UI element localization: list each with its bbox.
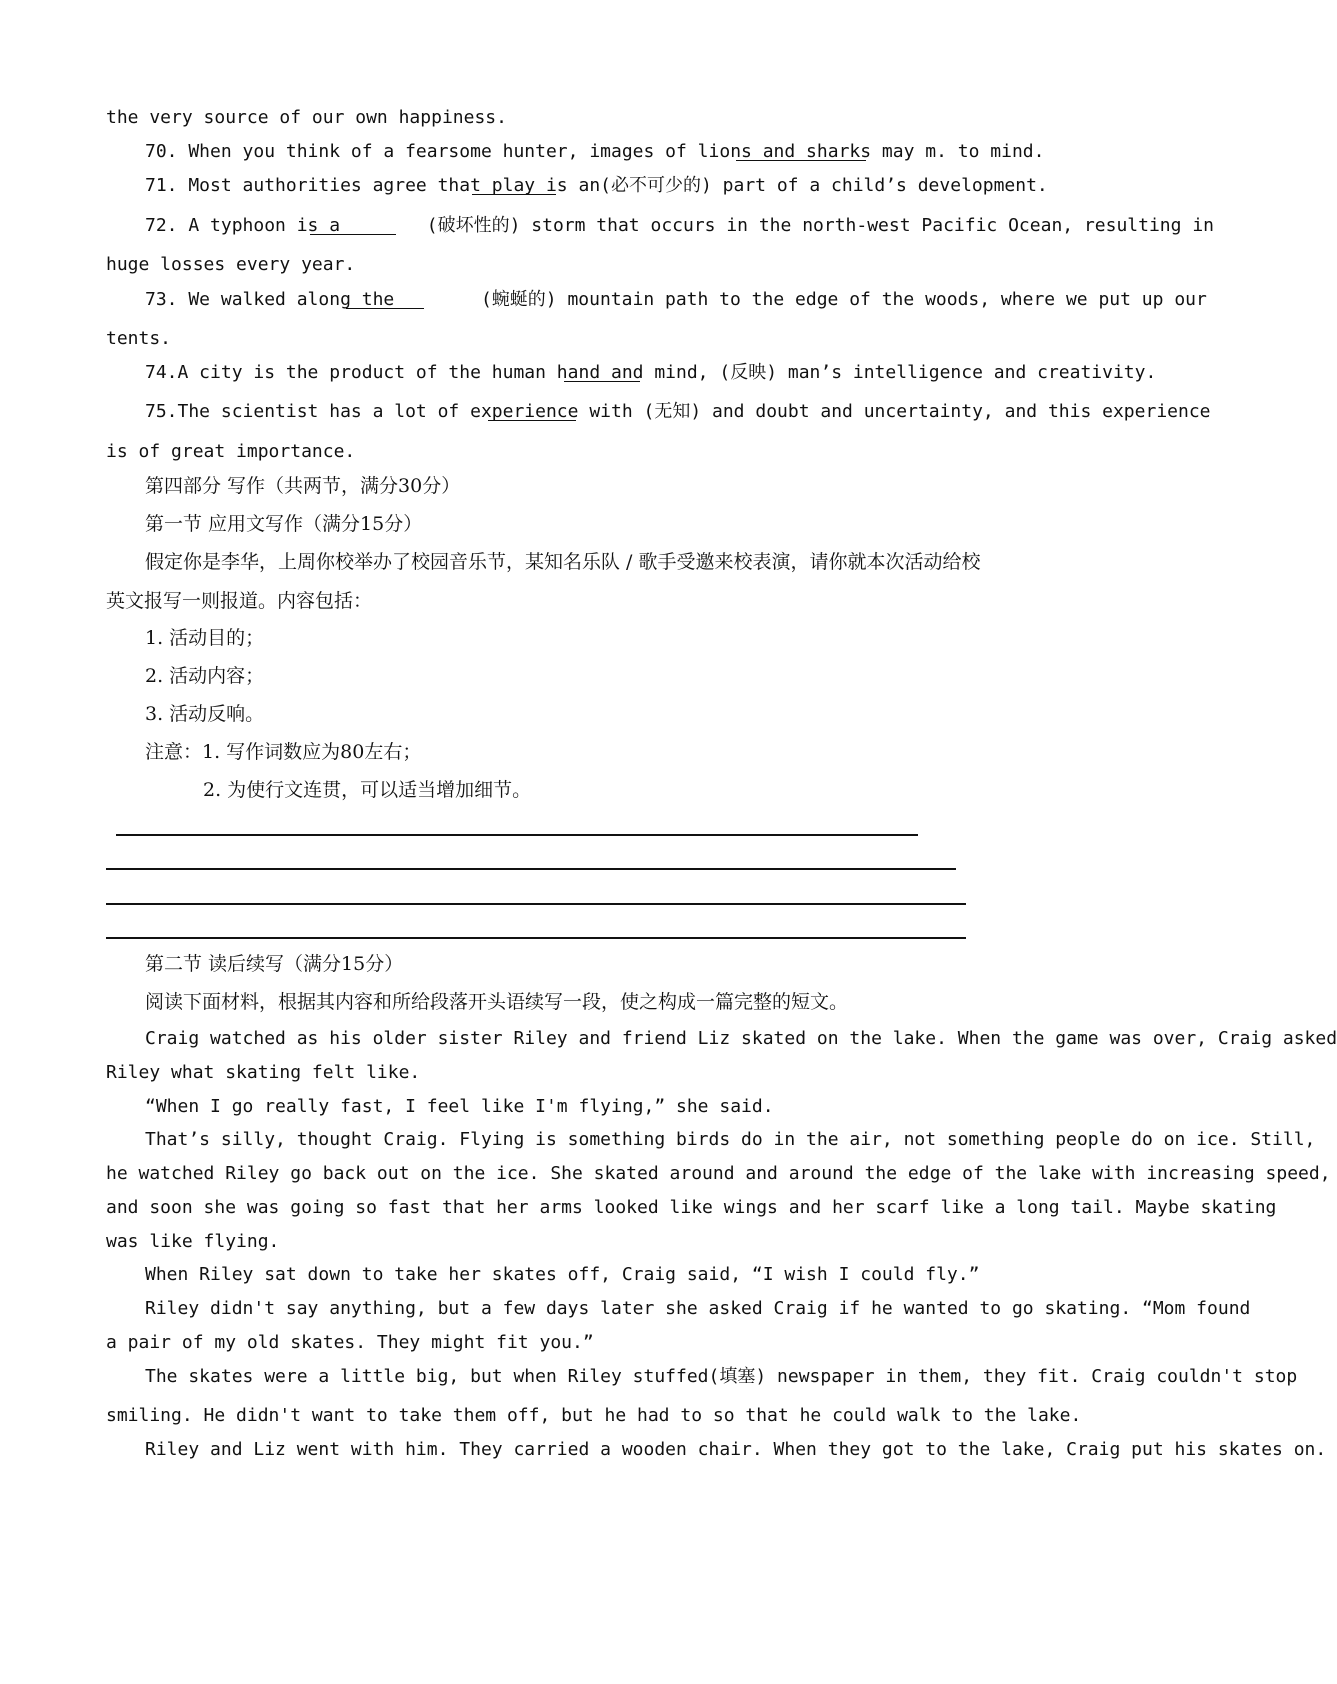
content-item-1: 1. 活动目的； bbox=[145, 627, 265, 649]
text-line: the very source of our own happiness. bbox=[106, 107, 507, 128]
note-1: 注意：1. 写作词数应为80左右； bbox=[145, 741, 422, 763]
question-73: 73. We walked along the (蜿蜒的) mountain path to the edge of the woods, where we put up our bbox=[145, 289, 1207, 310]
answer-blank-72 bbox=[310, 234, 396, 235]
question-70: 70. When you think of a fearsome hunter, images of lions and sharks may m. to mind. bbox=[145, 141, 1045, 162]
content-item-2: 2. 活动内容； bbox=[145, 665, 265, 687]
writing-line bbox=[106, 868, 956, 870]
reading-paragraph-1: Craig watched as his older sister Riley and friend Liz skated on the lake. When the game was over, Craig asked bbox=[145, 1028, 1337, 1049]
reading-paragraph-3-line-2: he watched Riley go back out on the ice. She skated around and around the edge of the lake with increasing speed, bbox=[106, 1163, 1331, 1184]
writing-line bbox=[106, 903, 966, 905]
writing-line bbox=[106, 937, 966, 939]
answer-blank-70 bbox=[736, 160, 866, 161]
content-item-3: 3. 活动反响。 bbox=[145, 703, 265, 725]
answer-blank-74 bbox=[564, 381, 640, 382]
reading-paragraph-5-continued: a pair of my old skates. They might fit you.” bbox=[106, 1332, 594, 1353]
reading-paragraph-7: Riley and Liz went with him. They carried a wooden chair. When they got to the lake, Craig put his skates on. bbox=[145, 1439, 1327, 1460]
question-74: 74.A city is the product of the human hand and mind, (反映) man’s intelligence and creativity. bbox=[145, 362, 1157, 383]
reading-paragraph-3: That’s silly, thought Craig. Flying is something birds do in the air, not something people do on ice. Still, bbox=[145, 1129, 1316, 1150]
reading-paragraph-4: When Riley sat down to take her skates off, Craig said, “I wish I could fly.” bbox=[145, 1264, 980, 1285]
reading-paragraph-3-line-3: and soon she was going so fast that her arms looked like wings and her scarf like a long tail. Maybe skating bbox=[106, 1197, 1277, 1218]
answer-blank-75 bbox=[488, 420, 576, 421]
section-2-prompt: 阅读下面材料，根据其内容和所给段落开头语续写一段，使之构成一篇完整的短文。 bbox=[145, 991, 849, 1013]
question-73-continued: tents. bbox=[106, 328, 172, 349]
answer-blank-71 bbox=[472, 194, 556, 195]
question-75: 75.The scientist has a lot of experience with (无知) and doubt and uncertainty, and this experience bbox=[145, 401, 1211, 422]
question-72-continued: huge losses every year. bbox=[106, 254, 356, 275]
section-2-title: 第二节 读后续写（满分15分） bbox=[145, 953, 404, 975]
answer-blank-73 bbox=[346, 308, 424, 309]
question-72: 72. A typhoon is a (破坏性的) storm that occurs in the north-west Pacific Ocean, resulting in bbox=[145, 215, 1214, 236]
question-71: 71. Most authorities agree that play is an(必不可少的) part of a child’s development. bbox=[145, 175, 1048, 196]
section-1-prompt: 假定你是李华，上周你校举办了校园音乐节，某知名乐队 / 歌手受邀来校表演，请你就本次活动给校 bbox=[145, 551, 981, 573]
reading-paragraph-2: “When I go really fast, I feel like I'm flying,” she said. bbox=[145, 1096, 774, 1117]
section-1-title: 第一节 应用文写作（满分15分） bbox=[145, 513, 423, 535]
writing-line bbox=[116, 834, 918, 836]
reading-paragraph-6-continued: smiling. He didn't want to take them off, but he had to so that he could walk to the lake. bbox=[106, 1405, 1082, 1426]
reading-paragraph-1-continued: Riley what skating felt like. bbox=[106, 1062, 421, 1083]
note-2: 2. 为使行文连贯，可以适当增加细节。 bbox=[203, 779, 532, 801]
question-75-continued: is of great importance. bbox=[106, 441, 356, 462]
reading-paragraph-5: Riley didn't say anything, but a few days later she asked Craig if he wanted to go skating. “Mom found bbox=[145, 1298, 1251, 1319]
part-4-title: 第四部分 写作（共两节，满分30分） bbox=[145, 475, 461, 497]
reading-paragraph-3-line-4: was like flying. bbox=[106, 1231, 280, 1252]
reading-paragraph-6: The skates were a little big, but when Riley stuffed(填塞) newspaper in them, they fit. Craig couldn't stop bbox=[145, 1366, 1298, 1387]
section-1-prompt-continued: 英文报写一则报道。内容包括： bbox=[106, 590, 373, 612]
